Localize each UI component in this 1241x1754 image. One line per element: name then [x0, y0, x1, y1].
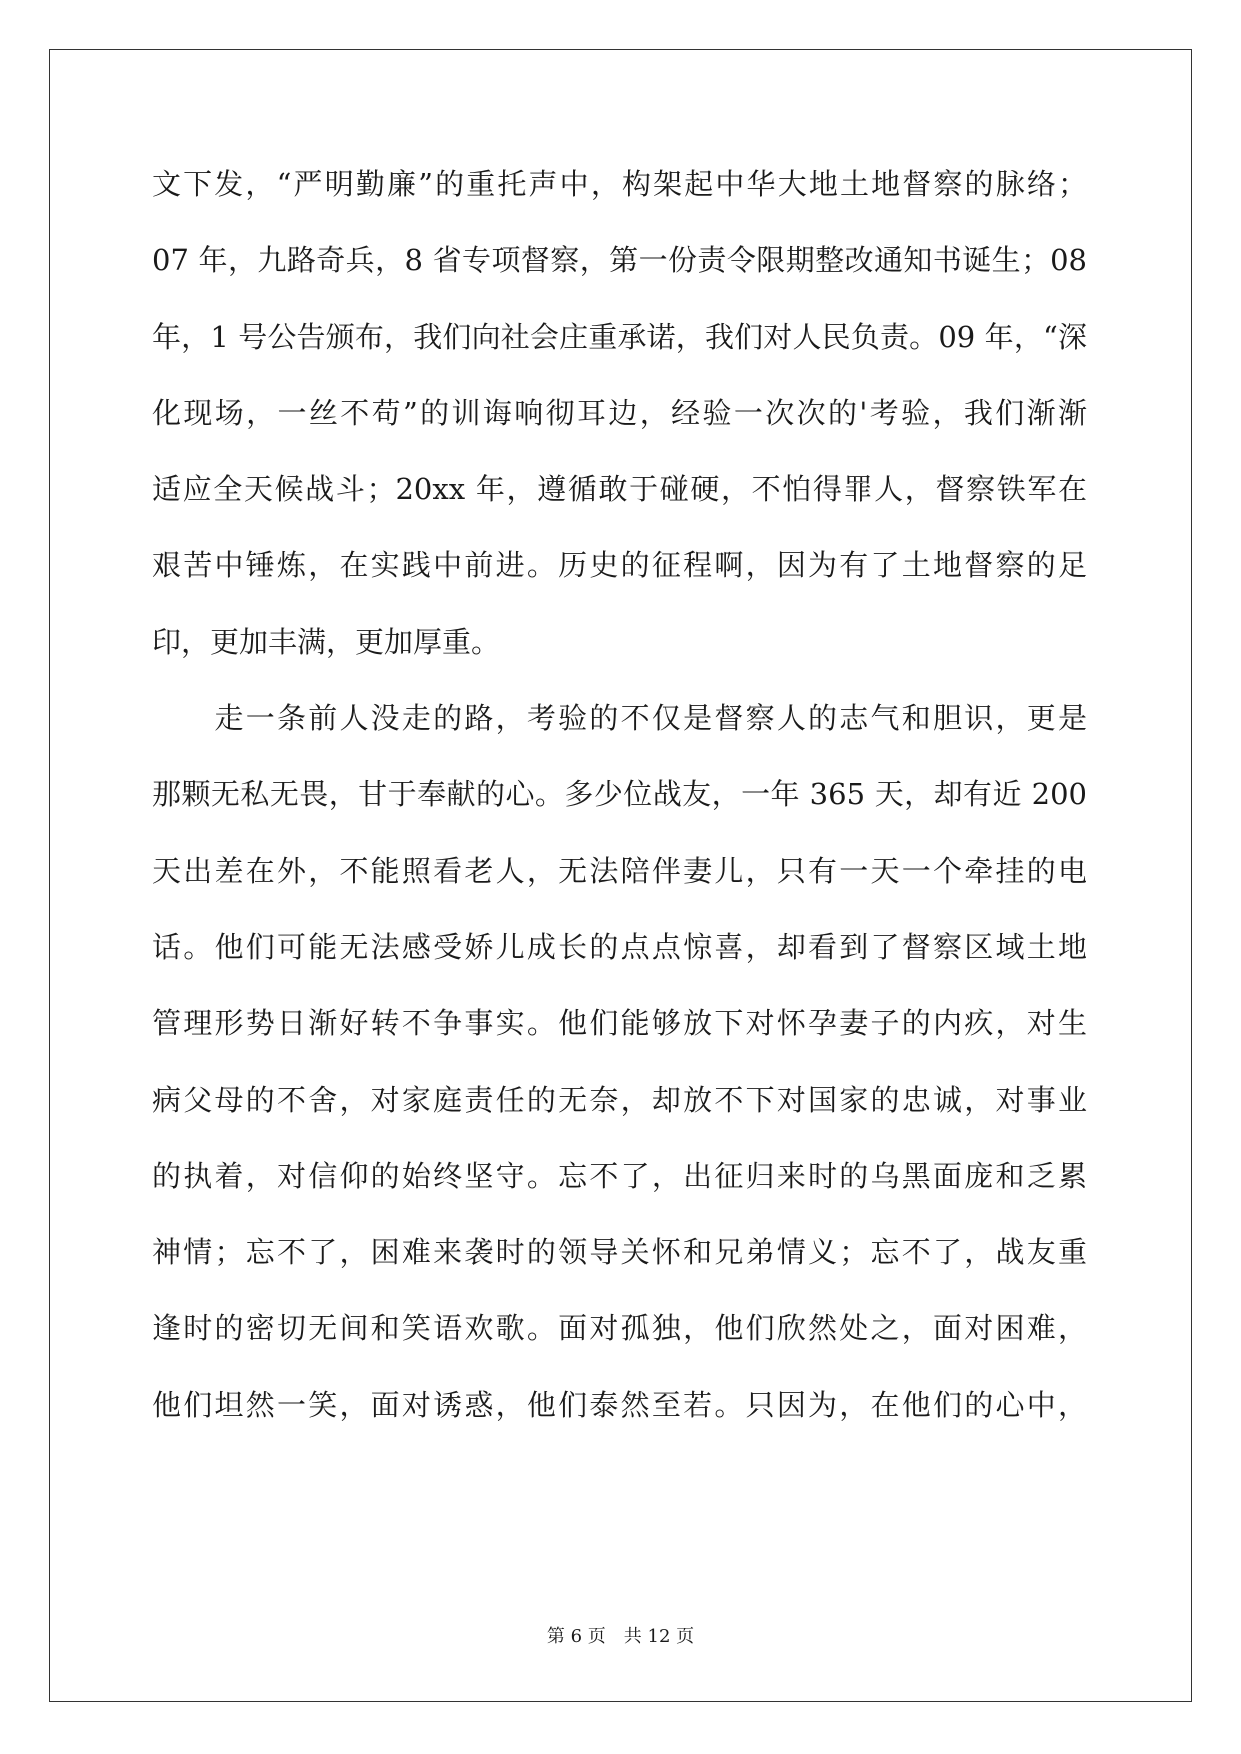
- text-line: 逢时的密切无间和笑语欢歌。面对孤独，他们欣然处之，面对困难，: [152, 1311, 1087, 1346]
- page-number-total: 共 12 页: [623, 1626, 695, 1647]
- text-line: 化现场，一丝不苟”的训诲响彻耳边，经验一次次的'考验，我们渐渐: [152, 395, 1087, 430]
- page-footer: [0, 1626, 1241, 1648]
- document-body: [152, 168, 1087, 1465]
- text-line: 走一条前人没走的路，考验的不仅是督察人的志气和胆识，更是: [152, 701, 1087, 736]
- text-line: 艰苦中锤炼，在实践中前进。历史的征程啊，因为有了土地督察的足: [152, 548, 1087, 583]
- text-line: 的执着，对信仰的始终坚守。忘不了，出征归来时的乌黑面庞和乏累: [152, 1158, 1087, 1193]
- text-line: 年，1 号公告颁布，我们向社会庄重承诺，我们对人民负责。09 年，“深: [152, 319, 1087, 354]
- text-line: 病父母的不舍，对家庭责任的无奈，却放不下对国家的忠诚，对事业: [152, 1082, 1087, 1117]
- text-line: 适应全天候战斗；20xx 年，遵循敢于碰硬，不怕得罪人，督察铁军在: [152, 472, 1087, 507]
- text-line: 话。他们可能无法感受娇儿成长的点点惊喜，却看到了督察区域土地: [152, 929, 1087, 964]
- text-line: 管理形势日渐好转不争事实。他们能够放下对怀孕妻子的内疚，对生: [152, 1006, 1087, 1041]
- text-line: 07 年，九路奇兵，8 省专项督察，第一份责令限期整改通知书诞生；08: [152, 243, 1087, 278]
- text-line: 他们坦然一笑，面对诱惑，他们泰然至若。只因为，在他们的心中，: [152, 1387, 1087, 1422]
- page-number-current: 第 6 页: [546, 1626, 606, 1647]
- text-line: 那颗无私无畏，甘于奉献的心。多少位战友，一年 365 天，却有近 200: [152, 777, 1087, 812]
- text-line: 文下发，“严明勤廉”的重托声中，构架起中华大地土地督察的脉络；: [152, 167, 1087, 201]
- text-line: 神情；忘不了，困难来袭时的领导关怀和兄弟情义；忘不了，战友重: [152, 1235, 1087, 1270]
- text-line: 印，更加丰满，更加厚重。: [152, 624, 501, 659]
- text-line: 天出差在外，不能照看老人，无法陪伴妻儿，只有一天一个牵挂的电: [152, 853, 1087, 888]
